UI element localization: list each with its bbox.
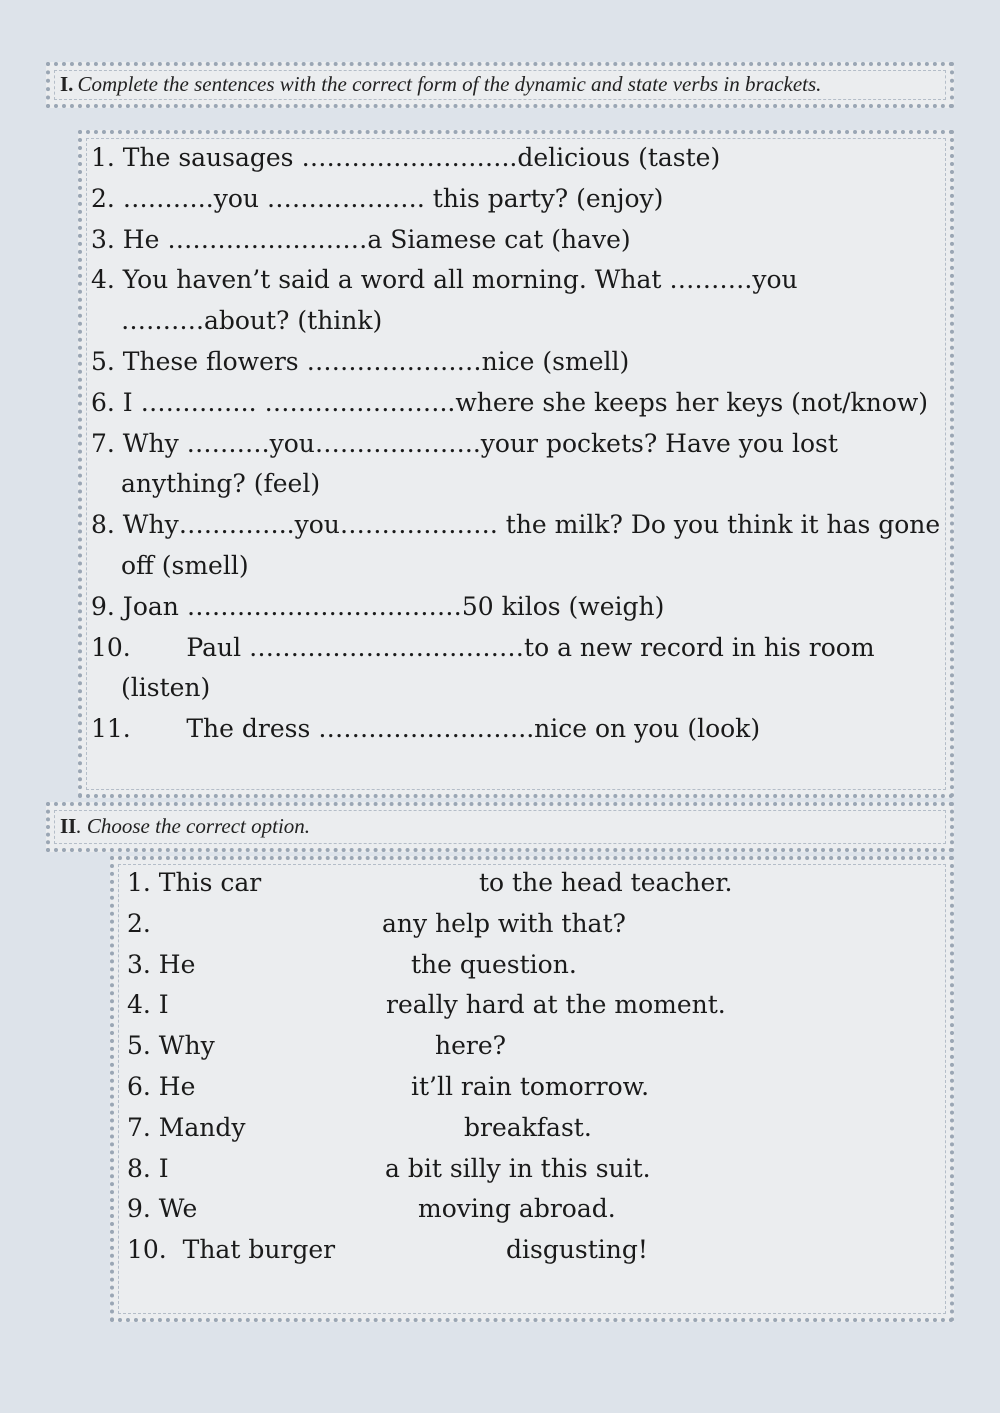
option-8-rest: a bit silly in this suit. bbox=[385, 1153, 651, 1183]
sentence-6: 6. I ………….. …………………..where she keeps her keys (not/know) bbox=[91, 387, 928, 417]
option-4-rest: really hard at the moment. bbox=[386, 990, 726, 1020]
sentence-11: 11. The dress ……………………..nice on you (look) bbox=[91, 714, 761, 744]
sentence-2: 2. ………..you ………………. this party? (enjoy) bbox=[91, 183, 664, 213]
sentence-10-continued: (listen) bbox=[121, 673, 211, 703]
sentence-4: 4. You haven’t said a word all morning. What ……….you bbox=[91, 265, 798, 295]
option-9-rest: moving abroad. bbox=[418, 1194, 616, 1224]
sentence-8-continued: off (smell) bbox=[121, 550, 249, 580]
option-row-3 bbox=[127, 945, 927, 986]
section2-instruction bbox=[60, 814, 310, 839]
option-row-8 bbox=[127, 1149, 927, 1190]
sentence-8: 8. Why…………..you………………. the milk? Do you think it has gone bbox=[91, 510, 941, 540]
option-row-6 bbox=[127, 1067, 927, 1108]
option-2-rest: any help with that? bbox=[382, 908, 626, 938]
option-row-1 bbox=[127, 863, 927, 904]
option-9-subject: 9. We bbox=[127, 1194, 198, 1224]
section2-numeral: II bbox=[60, 814, 77, 838]
section1-instruction-text: Complete the sentences with the correct form of the dynamic and state verbs in brackets. bbox=[77, 72, 822, 96]
section1-instruction bbox=[60, 72, 821, 97]
sentence-9: 9. Joan ……………………………50 kilos (weigh) bbox=[91, 591, 665, 621]
sentence-10: 10. Paul ……………………………to a new record in his room bbox=[91, 632, 875, 662]
option-row-4 bbox=[127, 985, 927, 1026]
option-1-rest: to the head teacher. bbox=[479, 868, 733, 897]
sentence-7: 7. Why ……….you………………..your pockets? Have you lost bbox=[91, 428, 838, 458]
option-3-subject: 3. He bbox=[127, 949, 196, 979]
option-1-subject: 1. This car bbox=[127, 868, 262, 897]
option-row-7 bbox=[127, 1108, 927, 1149]
option-2-subject: 2. bbox=[127, 908, 151, 938]
sentence-4-continued: ……….about? (think) bbox=[121, 306, 383, 336]
option-row-5 bbox=[127, 1026, 927, 1067]
sentence-3: 3. He ……………………a Siamese cat (have) bbox=[91, 224, 631, 254]
option-10-rest: disgusting! bbox=[506, 1235, 648, 1265]
option-8-subject: 8. I bbox=[127, 1153, 169, 1183]
section2-instruction-text: . Choose the correct option. bbox=[76, 814, 311, 838]
option-row-9 bbox=[127, 1189, 927, 1230]
option-5-subject: 5. Why bbox=[127, 1031, 215, 1061]
option-3-rest: the question. bbox=[411, 949, 577, 979]
sentence-1: 1. The sausages ……………………..delicious (taste) bbox=[91, 143, 721, 172]
section1-sentence-list bbox=[91, 138, 940, 750]
option-7-subject: 7. Mandy bbox=[127, 1112, 246, 1142]
sentence-7-continued: anything? (feel) bbox=[121, 469, 321, 499]
option-row-10 bbox=[127, 1230, 927, 1271]
option-5-rest: here? bbox=[435, 1031, 507, 1061]
option-6-rest: it’ll rain tomorrow. bbox=[411, 1071, 650, 1101]
option-4-subject: 4. I bbox=[127, 990, 169, 1020]
option-7-rest: breakfast. bbox=[464, 1112, 592, 1142]
option-10-subject: 10. That burger bbox=[127, 1235, 336, 1265]
option-6-subject: 6. He bbox=[127, 1071, 196, 1101]
sentence-5: 5. These flowers …………………nice (smell) bbox=[91, 346, 630, 376]
option-row-2 bbox=[127, 904, 927, 945]
section1-numeral: I. bbox=[60, 72, 74, 96]
section2-option-list bbox=[127, 863, 927, 1271]
